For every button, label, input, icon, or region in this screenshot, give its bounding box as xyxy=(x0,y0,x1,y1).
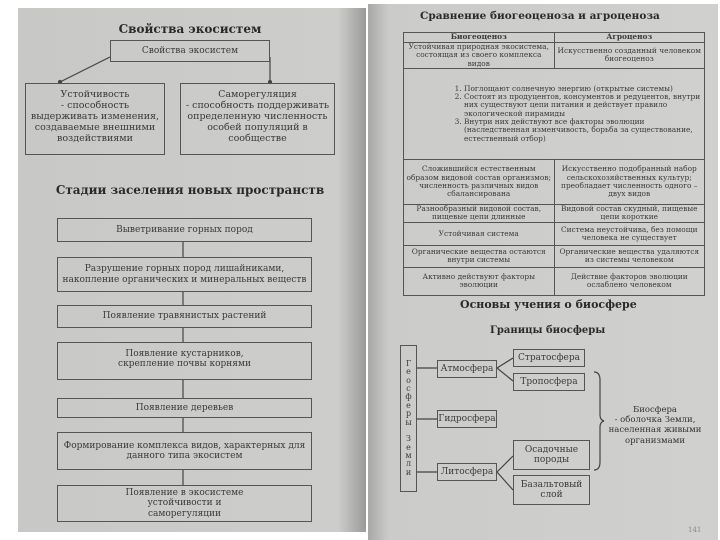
geospheres-letter: ф xyxy=(405,392,412,402)
table-cell: Разнообразный видовой состав, пищевые цепи длинные xyxy=(404,204,555,222)
comparison-table xyxy=(403,32,705,296)
stability-text: - способность выдерживать изменения, создаваемые внешними воздействиями xyxy=(30,99,160,144)
table-cell: Органические вещества остаются внутри системы xyxy=(404,245,555,267)
table-cell: Искусственно подобранный набор сельскохозяйственных культур; преобладает численность одного – двух видов xyxy=(554,159,705,204)
common-features-cell xyxy=(404,68,705,159)
biosphere-text: - оболочка Земли, населенная живыми организмами xyxy=(608,415,702,446)
geospheres-letter: е xyxy=(406,367,411,377)
common-feature: 2. Состоят из продуцентов, консументов и редуцентов, внутри них существуют цепи питания и действует правило экологической пирамиды xyxy=(464,93,702,118)
troposphere-box: Тропосфера xyxy=(513,373,585,391)
geospheres-letter: е xyxy=(406,400,411,410)
geospheres-letter: м xyxy=(405,451,412,461)
geospheres-letter: о xyxy=(406,375,411,385)
lithosphere-box: Литосфера xyxy=(437,463,497,481)
root-box: Свойства экосистем xyxy=(110,40,270,62)
stability-box xyxy=(25,83,165,155)
diagram-title: Границы биосферы xyxy=(490,325,606,336)
common-feature: 1. Поглощают солнечную энергию (открытые системы) xyxy=(464,85,702,93)
biosphere-definition xyxy=(603,405,707,446)
heading-ecosystem-properties: Свойства экосистем xyxy=(118,22,262,36)
geospheres-letter: р xyxy=(405,409,412,419)
table-cell: Устойчивая система xyxy=(404,222,555,245)
geospheres-letter: ы xyxy=(405,417,412,427)
table-title: Сравнение биогеоценоза и агроценоза xyxy=(420,10,660,22)
geospheres-letter: и xyxy=(405,467,412,477)
stage-box: Формирование комплекса видов, характерных для данного типа экосистем xyxy=(57,432,312,470)
geospheres-letter: с xyxy=(406,383,411,393)
table-cell: Органические вещества удаляются из системы человеком xyxy=(554,245,705,267)
table-cell: Устойчивая природная экосистема, состоящая из своего комплекса видов xyxy=(404,43,555,69)
table-cell: Активно действуют факторы эволюции xyxy=(404,267,555,295)
geospheres-box xyxy=(400,345,417,492)
basalt-box: Базальтовый слой xyxy=(513,475,590,505)
sedimentary-box: Осадочные породы xyxy=(513,440,590,470)
geospheres-letter: Г xyxy=(405,358,412,368)
stage-box: Появление деревьев xyxy=(57,398,312,418)
header-biogeocenosis: Биогеоценоз xyxy=(404,33,555,43)
table-cell: Система неустойчива, без помощи человека не существует xyxy=(554,222,705,245)
header-agrocenosis: Агроценоз xyxy=(554,33,705,43)
atmosphere-box: Атмосфера xyxy=(437,360,497,378)
page-number: 141 xyxy=(688,526,702,534)
biosphere-title: Биосфера xyxy=(633,405,677,415)
table-cell: Действие факторов эволюции ослаблено человеком xyxy=(554,267,705,295)
table-cell: Сложившийся естественным образом видовой состав организмов; численность различных видов сбалансирована xyxy=(404,159,555,204)
common-feature: 3. Внутри них действуют все факторы эволюции (наследственная изменчивость, борьба за существование, естественный отбор) xyxy=(464,118,702,143)
selfregulation-box xyxy=(180,83,335,155)
selfregulation-text: - способность поддерживать определенную численность особей популяций в сообществе xyxy=(185,99,330,144)
geospheres-letter: З xyxy=(406,434,411,444)
heading-settlement-stages: Стадии заселения новых пространств xyxy=(55,183,325,197)
stratosphere-box: Стратосфера xyxy=(513,349,585,367)
hydrosphere-box: Гидросфера xyxy=(437,410,497,428)
stage-box: Появление травянистых растений xyxy=(57,305,312,328)
stage-box: Разрушение горных пород лишайниками, накопление органических и минеральных веществ xyxy=(57,257,312,292)
stage-box: Появление в экосистеме устойчивости и саморегуляции xyxy=(57,485,312,522)
stage-box: Выветривание горных пород xyxy=(57,218,312,242)
stage-box: Появление кустарников, скрепление почвы корнями xyxy=(57,342,312,380)
stability-title: Устойчивость xyxy=(60,89,130,100)
geospheres-letter: л xyxy=(405,459,412,469)
table-cell: Искусственно созданный человеком биогеоценоз xyxy=(554,43,705,69)
selfregulation-title: Саморегуляция xyxy=(218,89,297,100)
section-title: Основы учения о биосфере xyxy=(460,298,637,311)
geospheres-letter: е xyxy=(406,442,411,452)
table-cell: Видовой состав скудный, пищевые цепи короткие xyxy=(554,204,705,222)
